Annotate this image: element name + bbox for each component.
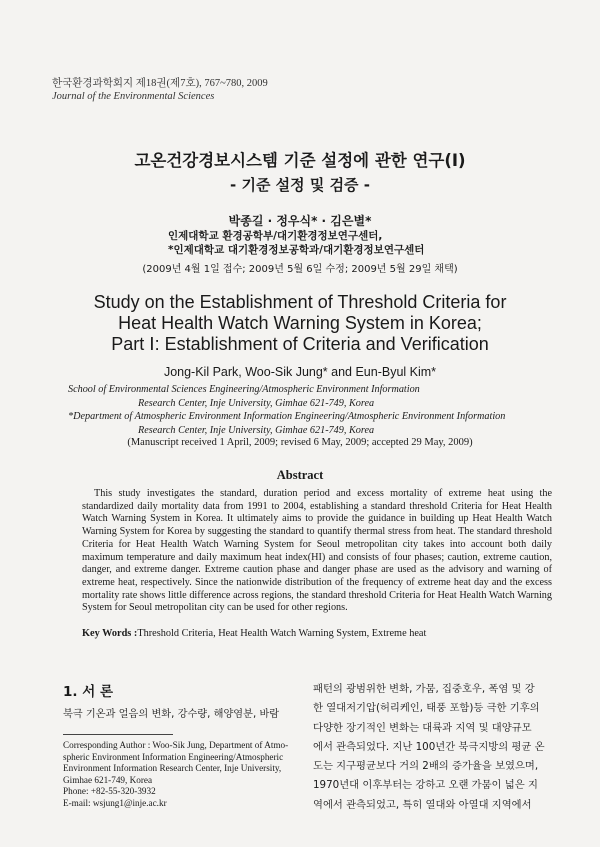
english-authors: Jong-Kil Park, Woo-Sik Jung* and Eun-Byul Kim* — [163, 365, 437, 379]
corr-line-4: Gimhae 621-749, Korea — [63, 774, 153, 785]
corr-line-1: Corresponding Author : Woo-Sik Jung, Department of Atmo- — [63, 740, 289, 750]
english-affiliation-1-cont: Research Center, Inje University, Gimhae 621-749, Korea — [138, 397, 375, 409]
intro-right-line-1: 패턴의 광범위한 변화, 가뭄, 집중호우, 폭염 및 강 — [313, 683, 535, 695]
english-title-line-1: Study on the Establishment of Threshold Criteria for — [93, 292, 507, 312]
corr-line-2: spheric Environment Information Engineering/Atmospheric — [63, 751, 284, 762]
english-affiliation-1: School of Environmental Sciences Engineering/Atmospheric Environment Information — [68, 384, 420, 395]
footnote-divider — [63, 734, 173, 735]
keywords — [82, 628, 426, 639]
abstract-heading: Abstract — [276, 468, 324, 482]
korean-subtitle: - 기준 설정 및 검증 - — [230, 176, 370, 194]
english-affiliation-2-cont: Research Center, Inje University, Gimhae 621-749, Korea — [138, 424, 375, 436]
abstract-text: This study investigates the standard, duration period and excess mortality of extreme heat using the standardized daily mortality data from 1991 to 2004, establishing a standard threshold Criteria for Heat Health Watch Warning System in Korea. It ultimately aims to provide the guidance in building up Heat Health Watch Warning System for Korea by suggesting the standard to quantify thermal stress from heat. The standard threshold Criteria for Heat Health Watch Warning System for Seoul metropolitan city takes into account both daily maximum temperature and daily maximum heat index(HI) and consists of four phases; caution, extreme caution, danger, and extreme danger. Extreme caution phase and danger phase are used as the advisory and warning of extreme heat, respectively. Since the nationwide distribution of the frequency of extreme heat day and the excess mortality rate shows little difference across regions, the standard threshold Criteria for Heat Health Watch Warning System for Seoul metropolitan city can be used for other regions. — [82, 488, 552, 614]
intro-right-line-7: 역에서 관측되었고, 특히 열대와 아열대 지역에서 — [313, 798, 532, 811]
keywords-label: Key Words : — [82, 628, 138, 639]
intro-right-line-3: 다양한 장기적인 변화는 대륙과 지역 및 대양규모 — [313, 721, 532, 734]
english-dates: (Manuscript received 1 April, 2009; revised 6 May, 2009; accepted 29 May, 2009) — [127, 437, 473, 448]
intro-right-line-6: 1970년대 이후부터는 강하고 오랜 가뭄이 넓은 지 — [313, 779, 538, 792]
korean-affiliation-1: 인제대학교 환경공학부/대기환경정보연구센터, — [168, 230, 383, 242]
corr-line-3: Environment Information Research Center, Inje University, — [63, 763, 282, 773]
journal-name: Journal of the Environmental Sciences — [52, 91, 215, 102]
english-affiliations — [68, 383, 548, 437]
journal-citation: 한국환경과학회지 제18권(제7호), 767~780, 2009 — [52, 78, 268, 89]
intro-right-column — [313, 680, 555, 815]
intro-right-line-5: 도는 지구평균보다 거의 2배의 증가율을 보였으며, — [313, 760, 539, 773]
korean-affiliation-2: *인제대학교 대기환경정보공학과/대기환경정보연구센터 — [168, 244, 425, 256]
correspondence-footnote — [63, 740, 303, 809]
english-affiliation-2: *Department of Atmospheric Environment Information Engineering/Atmospheric Environment Information — [68, 411, 506, 422]
corr-line-5: Phone: +82-55-320-3932 — [63, 786, 156, 796]
intro-right-line-4: 에서 관측되었다. 지난 100년간 북극지방의 평균 온 — [313, 740, 545, 753]
intro-left-paragraph: 북극 기온과 얼음의 변화, 강수량, 해양염분, 바람 — [63, 709, 280, 720]
english-title-line-2: Heat Health Watch Warning System in Korea; — [118, 313, 482, 333]
corr-line-6: E-mail: wsjung1@inje.ac.kr — [63, 797, 167, 808]
korean-title: 고온건강경보시스템 기준 설정에 관한 연구(Ⅰ) — [134, 151, 466, 170]
section-heading-introduction: 1. 서 론 — [63, 684, 114, 700]
english-title — [0, 292, 600, 355]
korean-affiliations — [168, 229, 424, 257]
journal-header — [52, 77, 268, 103]
intro-right-line-2: 한 열대저기압(허리케인, 태풍 포함)등 극한 기후의 — [313, 702, 540, 715]
korean-dates: (2009년 4월 1일 접수; 2009년 5월 6일 수정; 2009년 5월 29일 채택) — [142, 264, 458, 275]
english-title-line-3: Part Ⅰ: Establishment of Criteria and Verification — [111, 334, 489, 354]
korean-authors: 박종길 · 정우식* · 김은별* — [228, 214, 372, 228]
abstract-body — [82, 488, 552, 615]
keywords-text: Threshold Criteria, Heat Health Watch Warning System, Extreme heat — [137, 628, 427, 639]
